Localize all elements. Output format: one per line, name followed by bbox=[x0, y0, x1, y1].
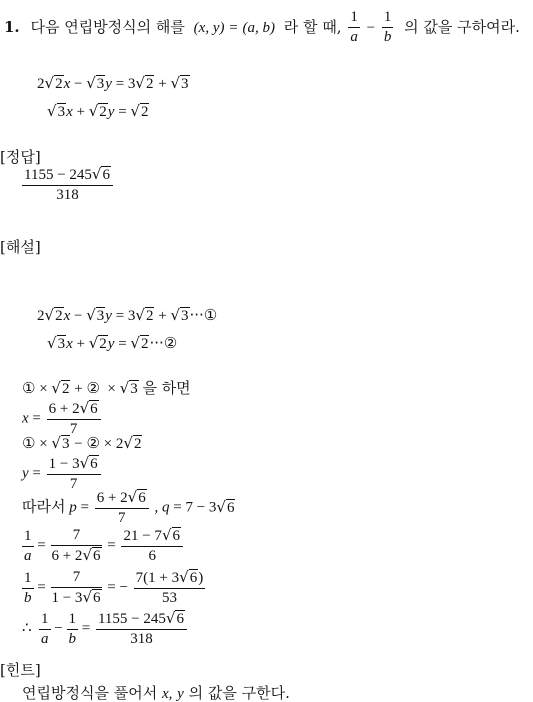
pq-line: 따라서 p = $\frac{6 + 2√6}{7}$ , q = 7 − 3√6 bbox=[22, 488, 235, 527]
problem-text-3: 의 값을 구하여라. bbox=[404, 17, 520, 36]
eq1-marker: ···① bbox=[189, 306, 218, 324]
pair-xy: (x, y) bbox=[193, 19, 225, 36]
minus-sign: − bbox=[366, 19, 376, 36]
inverse-a-line: $\frac{1}{a}$ = $\frac{7}{6 + 2√6}$ = $\frac{21 - 7√6}{6}$ bbox=[22, 527, 185, 566]
problem-text-2: 라 할 때, bbox=[283, 17, 342, 36]
pair-ab: (a, b) bbox=[242, 19, 276, 36]
equals-sign: = bbox=[229, 19, 238, 36]
answer-fraction: $\frac{1155 - 245√6}{318}$ bbox=[22, 166, 113, 205]
y-solution: y = $\frac{1 - 3√6}{7}$ bbox=[22, 455, 103, 494]
x-solution: x = $\frac{6 + 2√6}{7}$ bbox=[22, 400, 103, 439]
problem-text: 다음 연립방정식의 해를 bbox=[30, 17, 185, 36]
fraction-1-over-a: $\frac{1}{a}$ bbox=[350, 9, 358, 46]
final-line: ∴ $\frac{1}{a}$ − $\frac{1}{b}$ = $\frac{1155 - 245√6}{318}$ bbox=[22, 610, 189, 649]
system-eq2: √3x + √2y = √2 bbox=[47, 102, 149, 120]
step2-line: ① × √3 − ② × 2√2 bbox=[22, 434, 142, 452]
problem-number: 1. bbox=[4, 17, 20, 36]
inverse-b-line: $\frac{1}{b}$ = $\frac{7}{1 - 3√6}$ = − $\frac{7(1 + 3√6)}{53}$ bbox=[24, 568, 204, 607]
answer-label: [정답] bbox=[0, 148, 41, 166]
solution-eq1: 2√2x − √3y = 3√2 + √3···① bbox=[37, 306, 218, 324]
hint-label: [힌트] bbox=[0, 661, 41, 679]
solution-eq2: √3x + √2y = √2···② bbox=[47, 334, 178, 352]
solution-label: [해설] bbox=[0, 238, 41, 256]
hint-text: 연립방정식을 풀어서 x, y 의 값을 구한다. bbox=[22, 684, 290, 702]
eq2-marker: ···② bbox=[149, 334, 178, 352]
fraction-1-over-b: $\frac{1}{b}$ bbox=[383, 9, 392, 46]
system-eq1: 2√2x − √3y = 3√2 + √3 bbox=[37, 74, 189, 92]
step1-line: ① × √2 + ② × √3 을 하면 bbox=[22, 379, 191, 397]
problem-line bbox=[4, 9, 520, 47]
